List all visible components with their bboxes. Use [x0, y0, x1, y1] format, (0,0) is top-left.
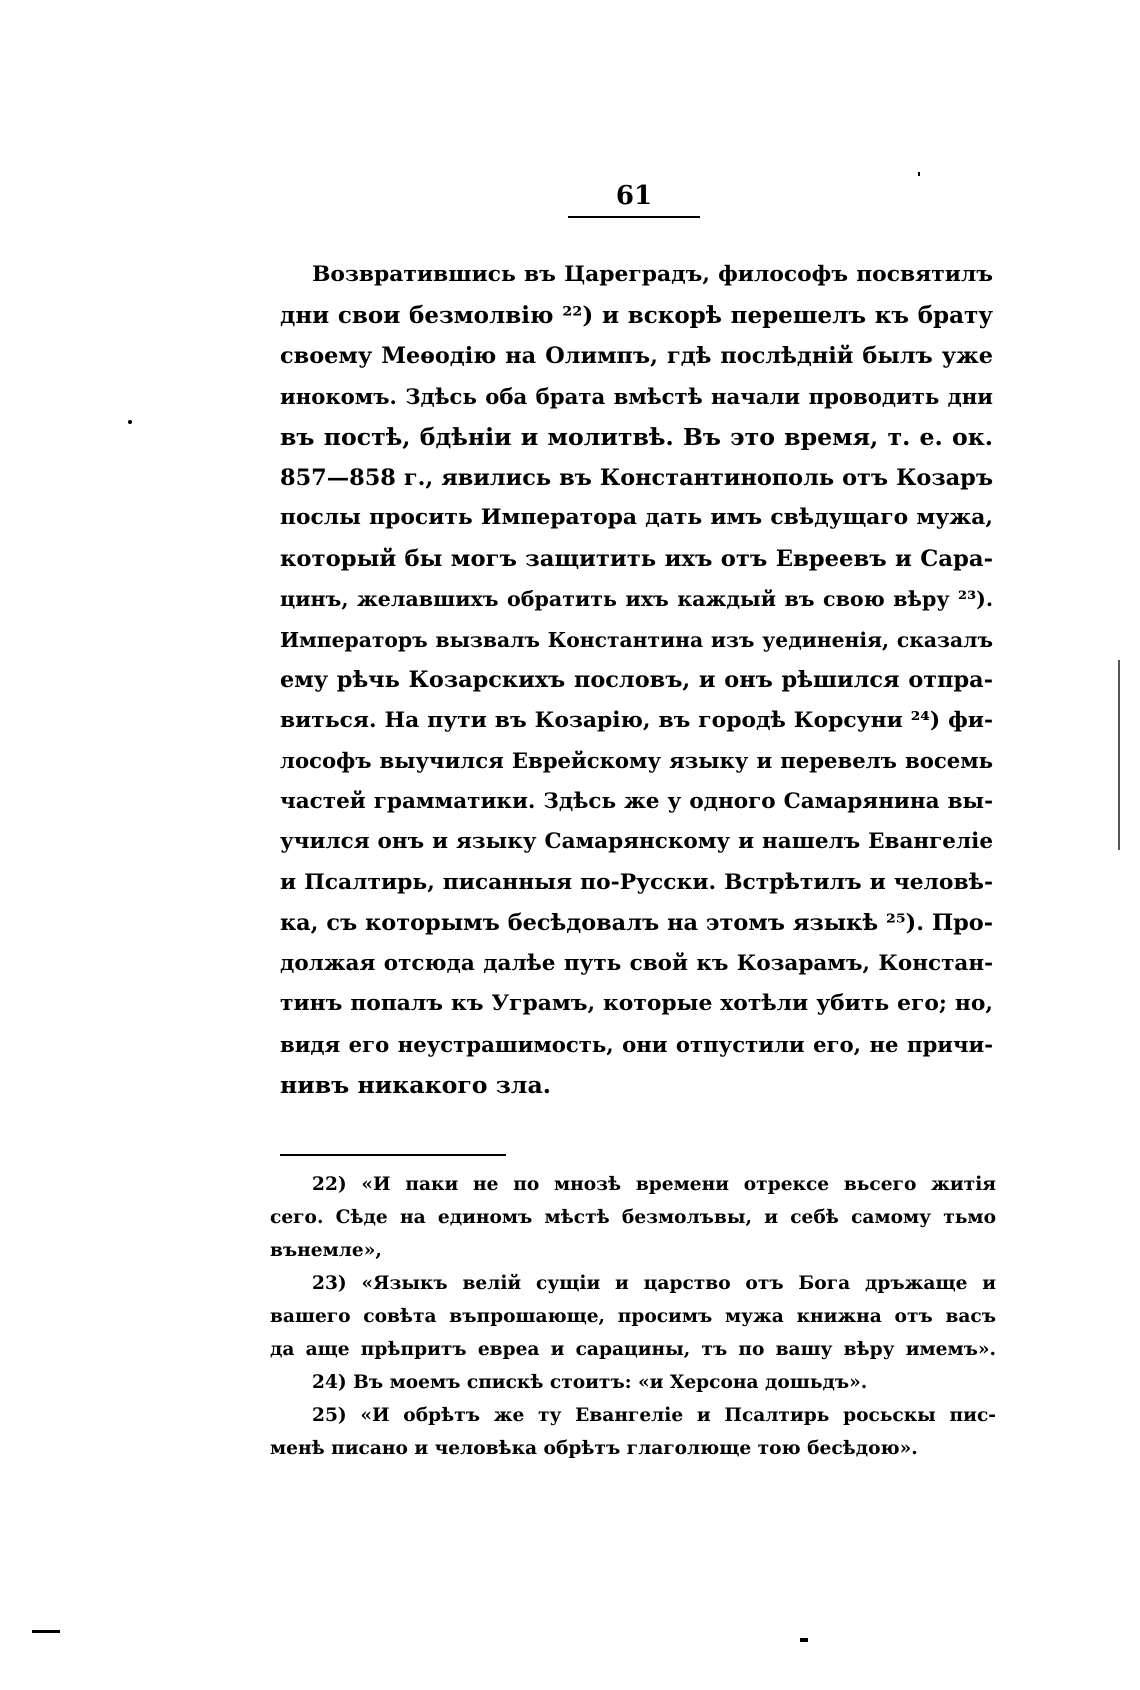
- text-line: цинъ, желавшихъ обратить ихъ каждый въ свою вѣру ²³).: [280, 587, 993, 611]
- text-line: видя его неустрашимость, они отпустили его, не причи-: [280, 1031, 993, 1057]
- footnote-divider: [280, 1154, 506, 1156]
- text-line: своему Меѳодію на Олимпъ, гдѣ послѣдній былъ уже: [280, 343, 993, 369]
- text-line: Возвратившись въ Цареградъ, философъ посвятилъ: [312, 262, 993, 287]
- text-line: 857—858 г., явились въ Константинополь отъ Козаръ: [280, 464, 993, 491]
- text-line: ка, съ которымъ бесѣдовалъ на этомъ языкѣ ²⁵). Про-: [280, 910, 993, 936]
- text-line: въ постѣ, бдѣніи и молитвѣ. Въ это время, т. е. ок.: [280, 423, 993, 451]
- text-line: инокомъ. Здѣсь оба брата вмѣстѣ начали проводить дни: [280, 383, 993, 409]
- scan-speck: [32, 1630, 60, 1633]
- text-line: послы просить Императора дать имъ свѣдущаго мужа,: [280, 505, 993, 530]
- text-line: виться. На пути въ Козарію, въ городѣ Корсуни ²⁴) фи-: [280, 707, 993, 733]
- text-line: ему рѣчь Козарскихъ пословъ, и онъ рѣшился отпра-: [280, 667, 993, 693]
- text-line: дни свои безмолвію ²²) и вскорѣ перешелъ къ брату: [280, 301, 993, 329]
- scan-speck: [800, 1638, 808, 1642]
- text-line: частей грамматики. Здѣсь же у одного Самарянина вы-: [280, 788, 993, 814]
- scan-speck: [918, 172, 920, 176]
- text-line: и Псалтирь, писанныя по-Русски. Встрѣтилъ и человѣ-: [280, 869, 993, 895]
- footnote-line: вънемле»,: [270, 1240, 382, 1261]
- footnote-line: вашего совѣта въпрошающе, просимъ мужа книжна отъ васъ: [270, 1306, 996, 1327]
- text-line: учился онъ и языку Самарянскому и нашелъ Евангеліе: [280, 829, 993, 854]
- footnote-line: менѣ писано и человѣка обрѣтъ глаголюще тою бесѣдою».: [270, 1438, 918, 1459]
- scan-speck: [1118, 660, 1120, 850]
- footnote-line: 24) Въ моемъ спискѣ стоитъ: «и Херсона дошьдъ».: [312, 1372, 868, 1393]
- page-number: 61: [568, 180, 700, 218]
- scan-speck: [128, 420, 132, 424]
- text-line: тинъ попалъ къ Уграмъ, которые хотѣли убить его; но,: [280, 991, 993, 1016]
- footnote-line: да аще прѣпритъ евреа и сарацины, тъ по вашу вѣру имемъ».: [270, 1339, 996, 1360]
- footnote-line: 23) «Языкъ велій сущіи и царство отъ Бога дръжаще и: [312, 1273, 996, 1294]
- footnote-line: 22) «И паки не по мнозѣ времени отрексе вьсего житія: [312, 1174, 996, 1195]
- text-line: который бы могъ защитить ихъ отъ Евреевъ и Сара-: [280, 545, 993, 572]
- main-text: [280, 255, 993, 1106]
- text-line: Императоръ вызвалъ Константина изъ уединенія, сказалъ: [280, 627, 993, 652]
- text-line: нивъ никакого зла.: [280, 1071, 551, 1099]
- text-line: должая отсюда далѣе путь свой къ Козарамъ, Констан-: [280, 950, 993, 976]
- text-line: лософъ выучился Еврейскому языку и перевелъ восемь: [280, 748, 993, 773]
- footnote-line: сего. Сѣде на единомъ мѣстѣ безмолъвы, и себѣ самому тьмо: [270, 1207, 996, 1228]
- footnotes: [270, 1168, 996, 1465]
- footnote-line: 25) «И обрѣтъ же ту Евангеліе и Псалтирь росьскы пис-: [312, 1405, 996, 1426]
